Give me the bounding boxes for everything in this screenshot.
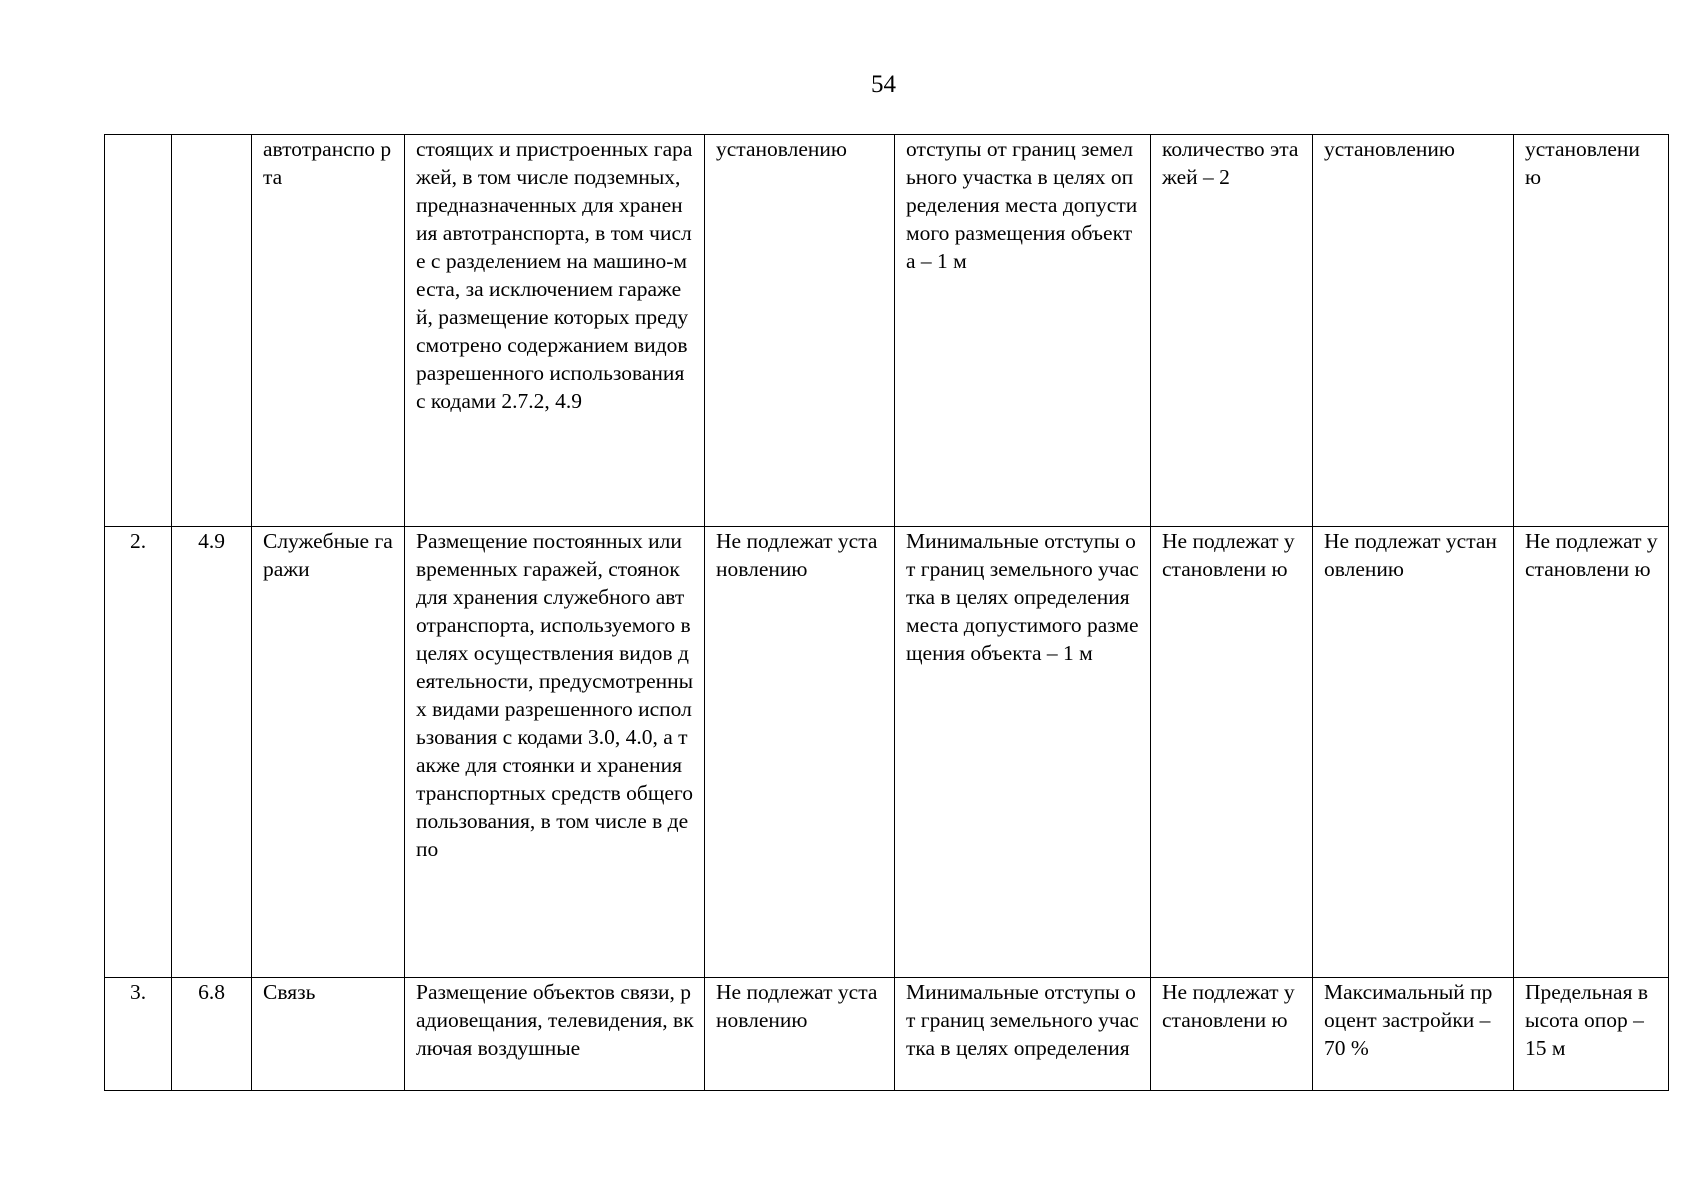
table-row bbox=[105, 978, 1669, 1091]
cell-code: 6.8 bbox=[172, 978, 252, 1091]
cell-number: 3. bbox=[105, 978, 172, 1091]
table-row bbox=[105, 527, 1669, 978]
cell-floors: Не подлежат установлени ю bbox=[1151, 978, 1313, 1091]
cell-coverage: установлению bbox=[1313, 135, 1514, 527]
cell-area: Не подлежат установлению bbox=[705, 527, 895, 978]
regulations-table bbox=[104, 134, 1669, 1091]
cell-coverage: Максимальный процент застройки – 70 % bbox=[1313, 978, 1514, 1091]
cell-other: Не подлежат установлени ю bbox=[1514, 527, 1669, 978]
cell-name: автотранспо рта bbox=[252, 135, 405, 527]
cell-number: 2. bbox=[105, 527, 172, 978]
cell-name: Связь bbox=[252, 978, 405, 1091]
page-number: 54 bbox=[871, 71, 896, 98]
cell-other: Предельная высота опор – 15 м bbox=[1514, 978, 1669, 1091]
cell-description: стоящих и пристроенных гаражей, в том числе подземных, предназначенных для хранения автотранспорта, в том числе с разделением на машино-места, за исключением гаражей, размещение которых предусмотрено содержанием видов разрешенного использования с кодами 2.7.2, 4.9 bbox=[405, 135, 705, 527]
cell-setbacks: отступы от границ земельного участка в целях определения места допустимого размещения объекта – 1 м bbox=[895, 135, 1151, 527]
cell-description: Размещение постоянных или временных гаражей, стоянок для хранения служебного автотранспорта, используемого в целях осуществления видов деятельности, предусмотренных видами разрешенного использования с кодами 3.0, 4.0, а также для стоянки и хранения транспортных средств общего пользования, в том числе в депо bbox=[405, 527, 705, 978]
table-row bbox=[105, 135, 1669, 527]
cell-description: Размещение объектов связи, радиовещания, телевидения, включая воздушные bbox=[405, 978, 705, 1091]
cell-setbacks: Минимальные отступы от границ земельного участка в целях определения bbox=[895, 978, 1151, 1091]
cell-coverage: Не подлежат установлению bbox=[1313, 527, 1514, 978]
cell-floors: Не подлежат установлени ю bbox=[1151, 527, 1313, 978]
cell-setbacks: Минимальные отступы от границ земельного участка в целях определения места допустимого размещения объекта – 1 м bbox=[895, 527, 1151, 978]
cell-code bbox=[172, 135, 252, 527]
cell-other: установлени ю bbox=[1514, 135, 1669, 527]
cell-name: Служебные гаражи bbox=[252, 527, 405, 978]
cell-area: установлению bbox=[705, 135, 895, 527]
cell-floors: количество этажей – 2 bbox=[1151, 135, 1313, 527]
cell-number bbox=[105, 135, 172, 527]
cell-area: Не подлежат установлению bbox=[705, 978, 895, 1091]
cell-code: 4.9 bbox=[172, 527, 252, 978]
